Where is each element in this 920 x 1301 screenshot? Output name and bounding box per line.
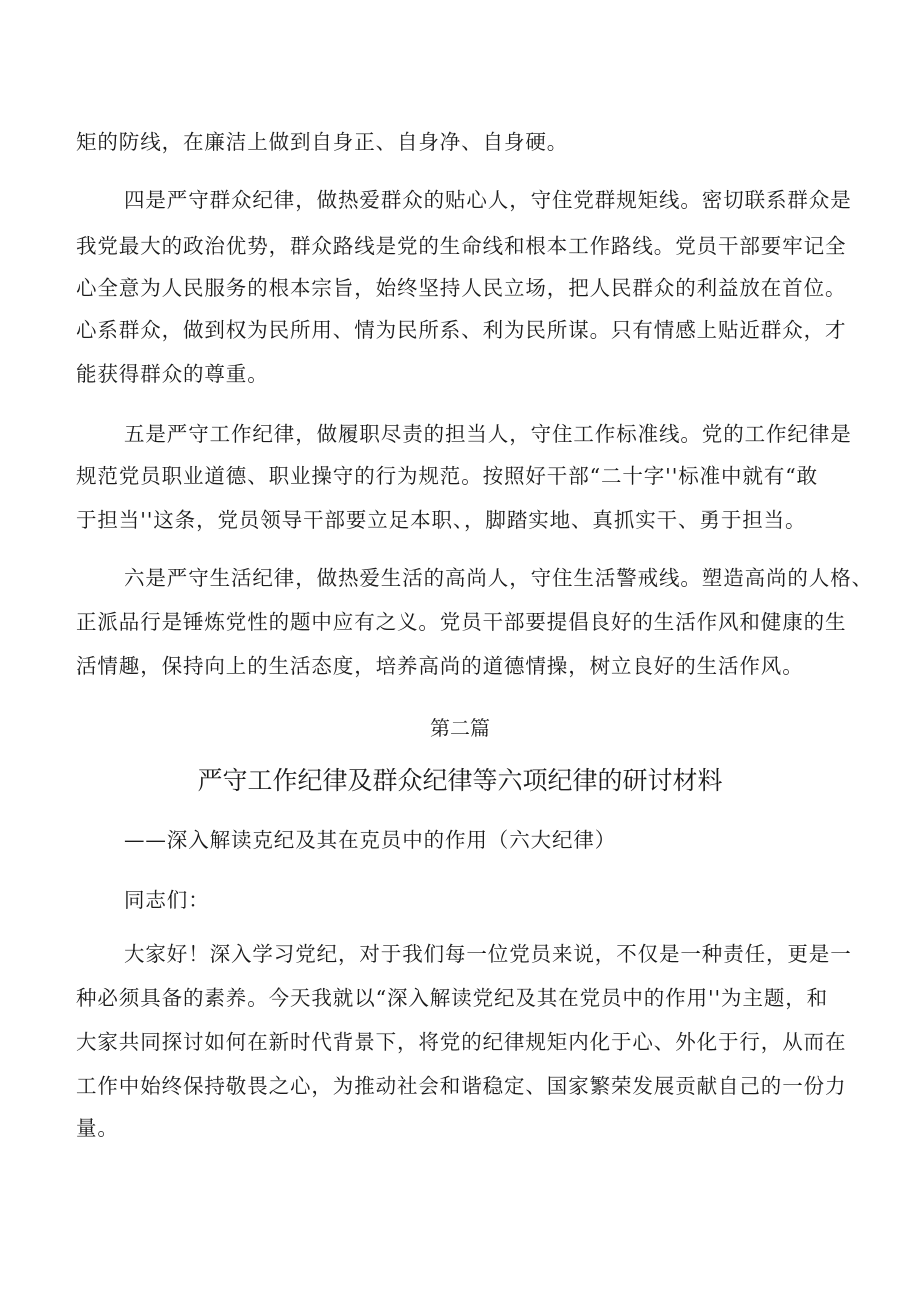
paragraph-line: 心全意为人民服务的根本宗旨，始终坚持人民立场，把人民群众的利益放在首位。 xyxy=(76,276,847,300)
paragraph-line: 规范党员职业道德、职业操守的行为规范。按照好干部“二十字''标准中就有“敢 xyxy=(76,464,819,488)
paragraph-line: 五是严守工作纪律，做履职尽责的担当人，守住工作标准线。党的工作纪律是 xyxy=(124,422,852,446)
paragraph-line: 量。 xyxy=(76,1116,119,1140)
section-label: 第二篇 xyxy=(430,716,490,740)
paragraph-line: 四是严守群众纪律，做热爱群众的贴心人，守住党群规矩线。密切联系群众是 xyxy=(124,188,852,212)
document-title: 严守工作纪律及群众纪律等六项纪律的研讨材料 xyxy=(197,766,723,795)
paragraph-line: 于担当''这条，党员领导干部要立足本职、，脚踏实地、真抓实干、勇于担当。 xyxy=(76,508,807,532)
paragraph-line: 大家共同探讨如何在新时代背景下，将党的纪律规矩内化于心、外化于行，从而在 xyxy=(76,1030,847,1054)
greeting: 同志们： xyxy=(124,888,210,912)
paragraph-line: 正派品行是锤炼党性的题中应有之义。党员干部要提倡良好的生活作风和健康的生 xyxy=(76,610,847,634)
document-subtitle: ——深入解读克纪及其在克员中的作用（六大纪律） xyxy=(124,828,617,852)
paragraph-line: 六是严守生活纪律，做热爱生活的高尚人，守住生活警戒线。塑造高尚的人格、 xyxy=(124,566,873,590)
paragraph-line: 种必须具备的素养。今天我就以“深入解读党纪及其在党员中的作用''为主题，和 xyxy=(76,986,829,1010)
paragraph-line: 工作中始终保持敬畏之心，为推动社会和谐稳定、国家繁荣发展贡献自己的一份力 xyxy=(76,1074,847,1098)
paragraph-line: 大家好！深入学习党纪，对于我们每一位党员来说，不仅是一种责任，更是一 xyxy=(124,942,852,966)
paragraph-line: 能获得群众的尊重。 xyxy=(76,362,269,386)
paragraph-line: 我党最大的政治优势，群众路线是党的生命线和根本工作路线。党员干部要牢记全 xyxy=(76,234,847,258)
paragraph-line: 心系群众，做到权为民所用、情为民所系、利为民所谋。只有情感上贴近群众，才 xyxy=(76,318,847,342)
paragraph-line: 活情趣，保持向上的生活态度，培养高尚的道德情操，树立良好的生活作风。 xyxy=(76,654,804,678)
paragraph-line: 矩的防线，在廉洁上做到自身正、自身净、自身硬。 xyxy=(76,130,569,154)
